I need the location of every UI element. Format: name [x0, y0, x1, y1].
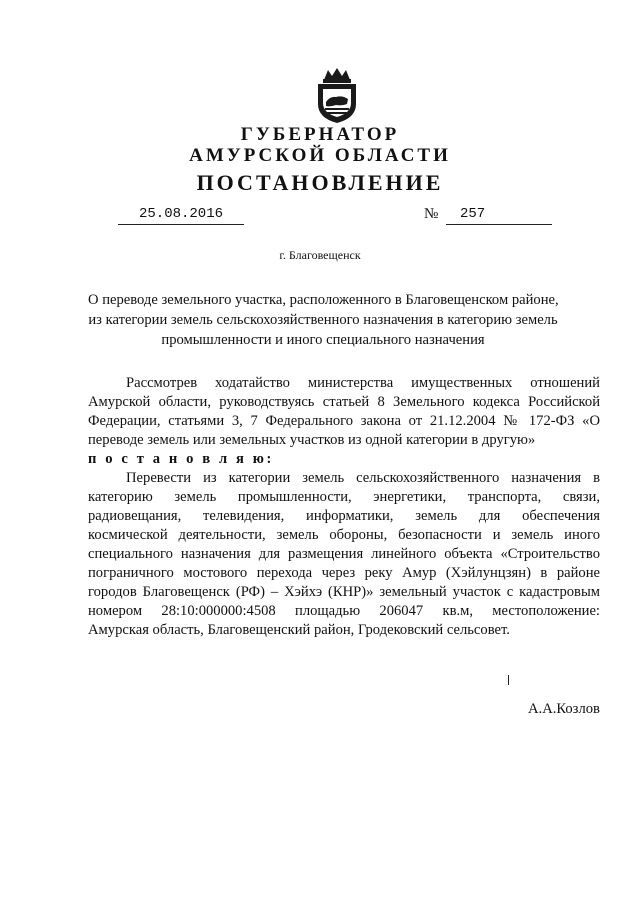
margin-mark: [508, 675, 509, 685]
decree-line: Амурская область, Благовещенский район, Гродековский сельсовет.: [88, 622, 510, 638]
preamble-line: Рассмотрев ходатайство министерства имущественных отношений: [126, 375, 600, 391]
decree-line: радиовещания, телевидения, информатики, земель для обеспечения: [88, 508, 600, 524]
decree-line: городов Благовещенск (РФ) – Хэйхэ (КНР)» земельный участок с кадастровым: [88, 584, 600, 600]
decree-line: Перевести из категории земель сельскохозяйственного назначения в: [126, 470, 600, 486]
decree-line: специального назначения для размещения линейного объекта «Строительство: [88, 546, 600, 562]
authority-region: АМУРСКОЙ ОБЛАСТИ: [189, 145, 451, 166]
preamble-line: Федерации, статьями 3, 7 Федерального закона от 21.12.2004 № 172-ФЗ «О: [88, 413, 600, 429]
subject-line: О переводе земельного участка, расположенного в Благовещенском районе,: [88, 292, 559, 308]
amur-oblast-coat-of-arms-icon: [314, 66, 360, 124]
number-sign: №: [424, 206, 439, 222]
decree-line: космической деятельности, земель обороны, безопасности и земель иного: [88, 527, 600, 543]
authority-title: ГУБЕРНАТОР: [240, 124, 400, 145]
subject-line: промышленности и иного специального назначения: [161, 332, 485, 348]
decree-number: 257: [446, 206, 552, 225]
preamble-line: переводе земель или земельных участков из одной категории в другую»: [88, 432, 536, 448]
decree-body: [88, 374, 600, 640]
decree-date: 25.08.2016: [118, 206, 244, 225]
decree-line: категорию земель промышленности, энергетики, транспорта, связи,: [88, 489, 600, 505]
issuing-city: г. Благовещенск: [279, 248, 361, 262]
decree-line: пограничного мостового перехода через реку Амур (Хэйлунцзян) в районе: [88, 565, 600, 581]
resolve-word: п о с т а н о в л я ю:: [88, 451, 275, 467]
preamble-line: Амурской области, руководствуясь статьей 8 Земельного кодекса Российской: [88, 394, 600, 410]
decree-subject: [88, 290, 558, 350]
document-type: ПОСТАНОВЛЕНИЕ: [196, 170, 444, 195]
subject-line: из категории земель сельскохозяйственного назначения в категорию земель: [88, 312, 558, 328]
signatory-name: А.А.Козлов: [528, 701, 600, 717]
decree-line: номером 28:10:000000:4508 площадью 206047 кв.м, местоположение:: [88, 603, 600, 619]
